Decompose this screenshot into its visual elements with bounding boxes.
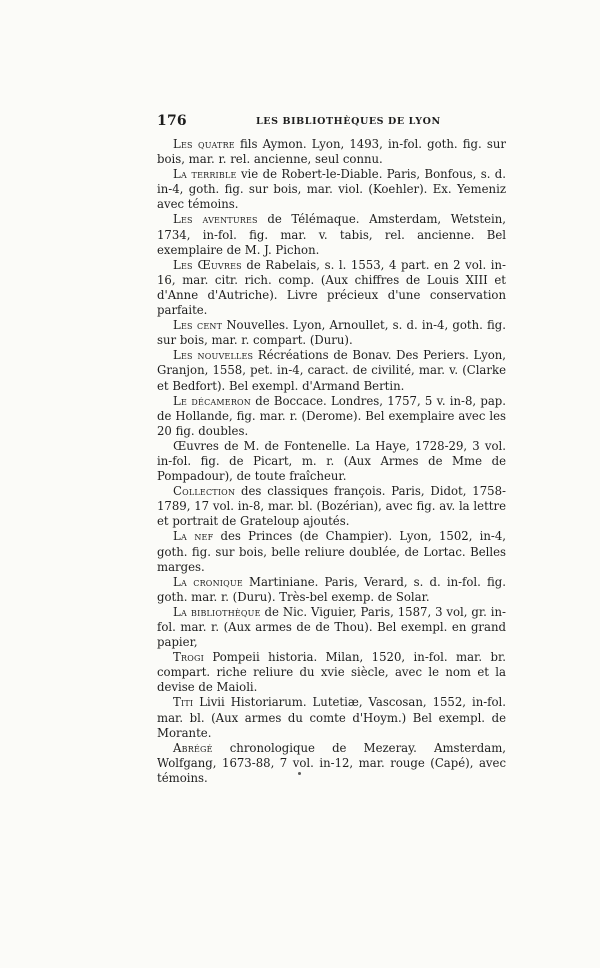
entry-lead: Les quatre (173, 137, 235, 151)
print-speck (298, 772, 301, 775)
catalogue-entry (157, 167, 506, 212)
entry-text: Pompeii historia. Milan, 1520, in-fol. mar. br. compart. riche reliure du xvie siècle, avec le nom et la devise de Maioli. (157, 650, 506, 695)
entry-text: fils Aymon. Lyon, 1493, in-fol. goth. fig. sur bois, mar. r. rel. ancienne, seul connu. (157, 137, 506, 167)
entry-lead: Abrégé (173, 740, 213, 755)
entry-text: des classiques françois. Paris, Didot, 1758-1789, 17 vol. in-8, mar. bl. (Bozérian), avec fig. av. la lettre et portrait de Grateloup ajoutés. (157, 484, 506, 529)
entry-lead: Les aventures (173, 212, 258, 227)
entry-lead: Les nouvelles (173, 348, 254, 363)
catalogue-entry (157, 137, 506, 167)
entry-text: Livii Historiarum. Lutetiæ, Vascosan, 1552, in-fol. mar. bl. (Aux armes du comte d'Hoym.) Bel exempl. de Morante. (157, 695, 506, 740)
entry-lead: Le décameron (173, 393, 252, 408)
entry-text: Récréations de Bonav. Des Periers. Lyon, Granjon, 1558, pet. in-4, caract. de civilité, mar. v. (Clarke et Bedfort). Bel exempl. d'Armand Bertin. (157, 348, 506, 393)
catalogue-entry (157, 529, 506, 574)
entry-lead: Les cent (173, 318, 223, 333)
book-page (157, 113, 506, 786)
catalogue-entry (157, 318, 506, 348)
running-title: LES BIBLIOTHÈQUES DE LYON (256, 116, 441, 127)
catalogue-entry (157, 348, 506, 393)
entry-text: de Boccace. Londres, 1757, 5 v. in-8, pap. de Hollande, fig. mar. r. (Derome). Bel exemplaire avec les 20 fig. doubles. (157, 393, 507, 438)
catalogue-entry (157, 575, 506, 605)
running-head (157, 113, 506, 135)
entry-text: vie de Robert-le-Diable. Paris, Bonfous, s. d. in-4, goth. fig. sur bois, mar. viol. (Koehler). Ex. Yemeniz avec témoins. (157, 167, 507, 212)
entry-lead: La bibliothèque (173, 604, 261, 619)
catalogue-entry (157, 695, 506, 740)
entry-lead: La terrible (173, 167, 237, 182)
catalogue-entry (157, 258, 506, 318)
catalogue-entry (157, 394, 506, 439)
entry-lead: Collection (173, 484, 236, 499)
entry-lead: La nef (173, 529, 214, 544)
entry-lead: La cronique (173, 574, 243, 589)
entry-text: chronologique de Mezeray. Amsterdam, Wolfgang, 1673-88, 7 vol. in-12, mar. rouge (Capé), avec témoins. (157, 740, 506, 785)
entry-text: de Nic. Viguier, Paris, 1587, 3 vol, gr. in-fol. mar. r. (Aux armes de de Thou). Bel exempl. en grand papier, (157, 604, 506, 650)
catalogue-entry (157, 212, 506, 257)
entry-text: Œuvres de M. de Fontenelle. La Haye, 1728-29, 3 vol. in-fol. fig. de Picart, m. r. (Aux Armes de Mme de Pompadour), de toute fraîcheur. (157, 438, 506, 484)
entry-text: de Télémaque. Amsterdam, Wetstein, 1734, in-fol. fig. mar. v. tabis, rel. ancienne. Bel exemplaire de M. J. Pichon. (157, 212, 506, 257)
entry-text: des Princes (de Champier). Lyon, 1502, in-4, goth. fig. sur bois, belle reliure doublée, de Lortac. Belles marges. (157, 529, 506, 574)
catalogue-entry (157, 484, 506, 529)
entry-lead: Les Œuvres (173, 257, 242, 272)
catalogue-entry (157, 605, 506, 650)
entry-text: Nouvelles. Lyon, Arnoullet, s. d. in-4, goth. fig. sur bois, mar. r. compart. (Duru). (157, 318, 506, 348)
entry-lead: Trogi (173, 650, 204, 665)
catalogue-entry (157, 741, 506, 786)
catalogue-entries (157, 137, 506, 786)
catalogue-entry (157, 439, 506, 484)
catalogue-entry (157, 650, 506, 695)
page-number: 176 (157, 113, 187, 129)
entry-text: de Rabelais, s. l. 1553, 4 part. en 2 vol. in-16, mar. citr. rich. comp. (Aux chiffres de Louis XIII et d'Anne d'Autriche). Livre précieux d'une conservation parfaite. (157, 257, 506, 318)
entry-lead: Titi (173, 695, 194, 710)
entry-text: Martiniane. Paris, Verard, s. d. in-fol. fig. goth. mar. r. (Duru). Très-bel exemp. de Solar. (157, 574, 506, 604)
